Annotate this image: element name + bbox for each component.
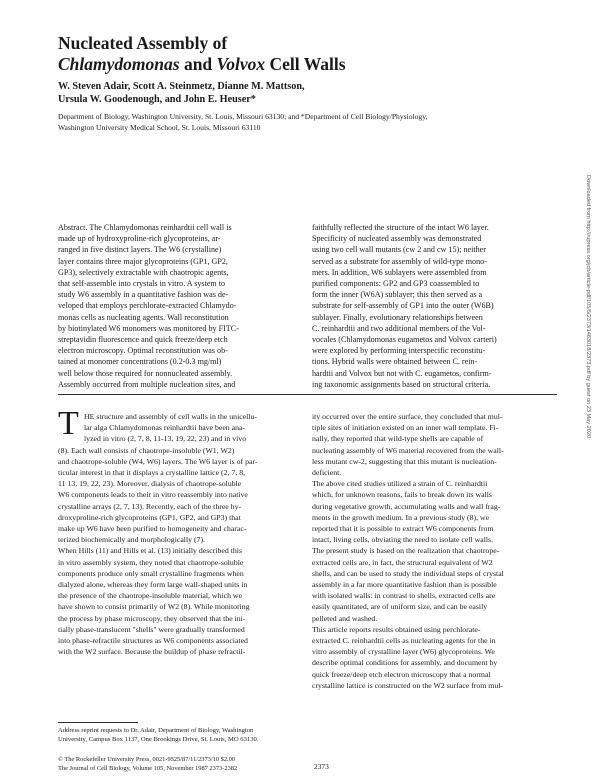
abstract-line: substrate for self-assembly of GP1 into the outer (W6B) xyxy=(312,301,494,311)
body-text-line: W6 components leads to their in vitro reassembly into native xyxy=(58,490,248,500)
abstract-line: hardtii and Volvox but not with C. eugametos, confirm- xyxy=(312,368,492,378)
abstract-line: layer contains three major glycoproteins (GP1, GP2, xyxy=(58,256,228,266)
body-text-line: have shown to consist primarily of W2 (8). While monitoring xyxy=(58,602,250,612)
article-title xyxy=(58,33,528,75)
copyright-line: © The Rockefeller University Press, 0021-9525/87/11/2373/10 $2.00 xyxy=(58,756,236,763)
body-text-line: HE structure and assembly of cell walls in the unicellu- xyxy=(84,412,257,421)
body-text-line: The above cited studies utilized a strain of C. reinhardtii xyxy=(312,479,488,489)
author-line: Ursula W. Goodenough, and John E. Heuser* xyxy=(58,94,256,105)
body-text-line: extracted cells are, in fact, the structural equivalent of W2 xyxy=(312,557,493,567)
body-text-line: nucleating assembly of W6 material recovered from the wall- xyxy=(312,445,504,455)
body-text-line: extracted C. reinhardtii cells as nucleating agents for the in xyxy=(312,636,496,646)
abstract-line: Specificity of nucleated assembly was demonstrated xyxy=(312,234,482,244)
body-text-line: pelleted and washed. xyxy=(312,613,378,623)
abstract-line: GP3), selectively extractable with chaotropic agents, xyxy=(58,267,229,277)
abstract-line: tained at monomer concentrations (0.2-0.3 mg/ml) xyxy=(58,357,222,367)
body-text-line: easily quantitated, are of uniform size, and can be easily xyxy=(312,602,488,612)
body-text-line: shells, and can be used to study the individual steps of crystal xyxy=(312,568,504,578)
title-and: and xyxy=(179,54,217,74)
abstract-line: ranged in five distinct layers. The W6 (crystalline) xyxy=(58,245,222,255)
body-text-line: make up W6 have been purified to homogeneity and charac- xyxy=(58,524,247,534)
abstract-line: vocales (Chlamydomonas eugametos and Volvox carteri) xyxy=(312,335,497,345)
body-text-line: terized biochemically and morphologically (7). xyxy=(58,535,206,545)
abstract-line: study W6 assembly in a quantitative fashion was de- xyxy=(58,290,229,300)
body-text-line: with the W2 surface. Because the buildup of phase refractil- xyxy=(58,647,246,657)
footnote xyxy=(58,726,301,744)
affiliation-line: Department of Biology, Washington University, St. Louis, Missouri 63130; and *Department of Cell Biology/Physiology, xyxy=(58,112,428,121)
body-text-line: the presence of the chaotrope-insoluble material, which we xyxy=(58,591,243,601)
title-cell-walls: Cell Walls xyxy=(265,54,346,74)
footnote-line: Address reprint requests to Dr. Adair, Department of Biology, Washington xyxy=(58,727,254,734)
body-right-column xyxy=(312,411,557,691)
body-text-line: intact, living cells, obviating the need to isolate cell walls. xyxy=(312,535,494,545)
body-text-line: tiple sites of initiation existed on an inner wall template. Fi- xyxy=(312,423,499,433)
title-genus-volvox: Volvox xyxy=(216,54,266,74)
abstract-line: veloped that employs perchlorate-extracted Chlamydo- xyxy=(58,301,237,311)
body-text-line: tially phase-translucent "shells" were gradually transformed xyxy=(58,624,245,634)
body-text-line: ity occurred over the entire surface, they concluded that mul- xyxy=(312,412,503,421)
body-text-line: into phase-refractile structures as W6 components associated xyxy=(58,636,248,646)
abstract-line: purified components: GP2 and GP3 coassembled to xyxy=(312,279,480,289)
body-text-line: components produce only small crystalline fragments when xyxy=(58,568,244,578)
journal-citation-line: The Journal of Cell Biology, Volume 105, November 1987 2373-2382 xyxy=(58,764,238,772)
abstract-line: form the inner (W6A) sublayer; this then served as a xyxy=(312,290,483,300)
title-line-2 xyxy=(58,54,528,75)
section-divider xyxy=(58,394,557,395)
body-text-line: 11 13, 19, 22, 23). Moreover, dialysis of chaotrope-soluble xyxy=(58,479,242,489)
abstract-line: ing taxonomic assignments based on structural criteria. xyxy=(312,379,491,389)
author-line: W. Steven Adair, Scott A. Steinmetz, Dianne M. Mattson, xyxy=(58,81,305,92)
abstract-line: by biotinylated W6 monomers was monitored by FITC- xyxy=(58,323,239,333)
abstract-line: faithfully reflected the structure of the intact W6 layer. xyxy=(312,223,489,232)
body-text-line: assembly in a far more quantitative fashion than is possible xyxy=(312,580,497,590)
body-text-line: nally, they reported that wild-type shells are capable of xyxy=(312,434,484,444)
body-text-line: ments in the growth medium. In a previous study (8), we xyxy=(312,512,490,522)
body-text-line: describe optimal conditions for assembly, and document by xyxy=(312,658,498,668)
abstract-line: that self-assemble into crystals in vitro. A system to xyxy=(58,279,226,289)
abstract-line: electron microscopy. Optimal reconstitution was ob- xyxy=(58,346,228,356)
body-text-line: the process by phase microscopy, they observed that the ini- xyxy=(58,613,246,623)
body-text-line: quick freeze/deep etch electron microscopy that a normal xyxy=(312,669,491,679)
body-text-line: in vitro assembly system, they noted that chaotrope-soluble xyxy=(58,557,244,567)
footnote-line: University, Campus Box 1137, One Brookings Drive, St. Louis, MO 63130. xyxy=(58,736,259,743)
abstract-line: sublayer. Finally, evolutionary relationships between xyxy=(312,312,483,322)
body-text-line: with isolated walls: in contrast to shells, extracted cells are xyxy=(312,591,496,601)
download-watermark xyxy=(583,175,593,595)
abstract-right-column xyxy=(312,222,557,390)
abstract-line: using two cell wall mutants (cw 2 and cw 15); neither xyxy=(312,245,486,255)
drop-cap: T xyxy=(58,405,79,442)
abstract-line: monas cells as nucleating agents. Wall reconstitution xyxy=(58,312,229,322)
body-text-line: lar alga Chlamydomonas reinhardtii have been ana- xyxy=(84,423,246,433)
abstract-line: well below those required for nonnucleated assembly. xyxy=(58,368,233,378)
page-number: 2373 xyxy=(314,762,329,771)
body-text-line: reported that it is possible to extract W6 components from xyxy=(312,524,494,534)
download-watermark-text: Downloaded from http://rupress.org/jcb/article-pdf/105/5/2373/1463018/2373.pdf by guest on 23 May 2020 xyxy=(585,175,591,439)
abstract-line: were explored by performing interspecific reconstitu- xyxy=(312,346,486,356)
body-text-line: (8). Each wall consists of chaotrope-insoluble (W1, W2) xyxy=(58,445,235,455)
body-text-line: and chaotrope-soluble (W4, W6) layers. The W6 layer is of par- xyxy=(58,456,258,466)
body-text-line: crystalline lattice is constructed on the W2 surface from mul- xyxy=(312,680,504,690)
abstract-line: streptavidin fluorescence and quick freeze/deep etch xyxy=(58,335,228,345)
body-text-line: This article reports results obtained using perchlorate- xyxy=(312,624,481,634)
author-list xyxy=(58,80,528,106)
abstract-line: made up of hydroxyproline-rich glycoproteins, ar- xyxy=(58,234,221,244)
abstract-line: Assembly occurred from multiple nucleation sites, and xyxy=(58,379,236,389)
body-text-line: deficient. xyxy=(312,468,342,478)
body-text-line: vitro assembly of crystalline layer (W6) glycoproteins. We xyxy=(312,647,495,657)
affiliation-line: Washington University Medical School, St. Louis, Missouri 63110 xyxy=(58,122,261,132)
body-text-line: ticular interest in that it displays a crystalline lattice (2, 7, 8, xyxy=(58,468,246,478)
title-genus-chlamydomonas: Chlamydomonas xyxy=(58,54,180,74)
affiliation xyxy=(58,112,538,133)
abstract-left-column xyxy=(58,222,301,390)
title-line-1: Nucleated Assembly of xyxy=(58,33,228,53)
body-text-line: during vegetative growth, accumulating walls and wall frag- xyxy=(312,501,501,511)
body-text-line: less mutant cw-2, suggesting that this mutant is nucleation- xyxy=(312,456,497,466)
body-left-column xyxy=(58,405,301,657)
abstract-line: served as a substrate for assembly of wild-type mono- xyxy=(312,256,487,266)
body-text-line: which, for unknown reasons, fails to break down its walls xyxy=(312,490,492,500)
abstract-line: C. reinhardtii and two additional members of the Vol- xyxy=(312,323,486,333)
abstract-line: Abstract. The Chlamydomonas reinhardtii cell wall is xyxy=(58,223,232,232)
body-text-line: crystalline arrays (2, 7, 13). Recently, each of the three hy- xyxy=(58,501,242,511)
body-text-line: When Hills (11) and Hills et al. (13) initially described this xyxy=(58,546,242,556)
abstract-line: tions. Hybrid walls were obtained between C. rein- xyxy=(312,357,478,367)
body-text-line: dialyzed alone, whereas they form large wall-shaped units in xyxy=(58,580,248,590)
footnote-divider xyxy=(58,722,138,723)
body-text-line: lyzed in vitro (2, 7, 8, 11-13, 19, 22, 23) and in vivo xyxy=(84,434,247,444)
copyright-notice xyxy=(58,756,358,773)
body-text-line: The present study is based on the realization that chaotrope- xyxy=(312,546,500,556)
body-text-line: droxyproline-rich glycoproteins (GP1, GP2, and GP3) that xyxy=(58,512,241,522)
abstract-line: mers. In addition, W6 sublayers were assembled from xyxy=(312,267,487,277)
